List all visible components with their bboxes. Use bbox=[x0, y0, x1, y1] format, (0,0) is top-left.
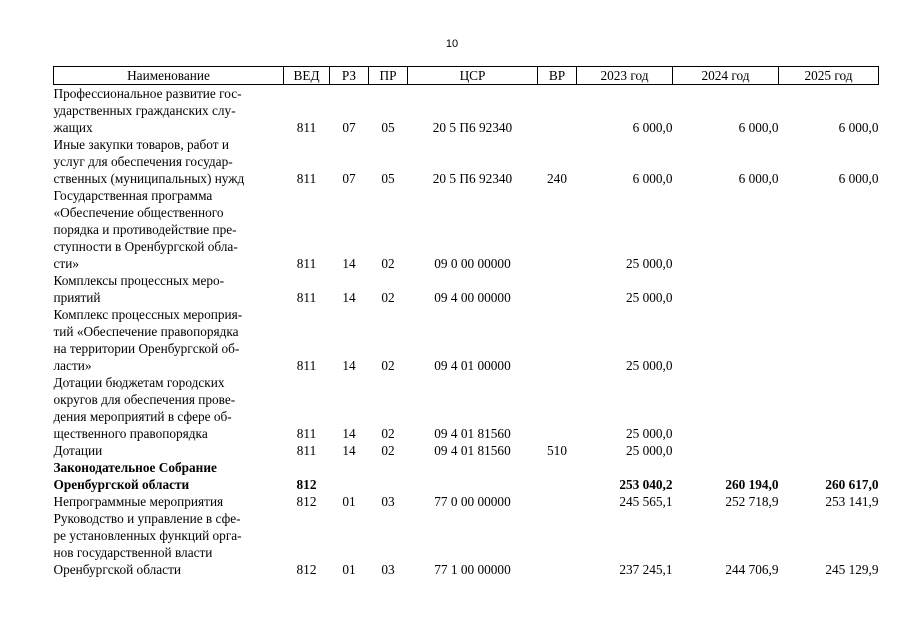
cell-pr: 05 bbox=[381, 171, 395, 186]
row-name-line: нов государственной власти bbox=[53, 545, 213, 560]
cell-csr: 20 5 П6 92340 bbox=[432, 120, 513, 135]
cell-vr bbox=[538, 306, 577, 374]
cell-vr bbox=[538, 493, 577, 510]
cell-ved: 811 bbox=[296, 443, 317, 458]
cell-csr: 77 0 00 00000 bbox=[434, 494, 511, 509]
column-header-2024: 2024 год bbox=[673, 67, 779, 85]
cell-name bbox=[54, 306, 284, 374]
cell-rz: 07 bbox=[342, 120, 356, 135]
column-header-2025: 2025 год bbox=[779, 67, 879, 85]
table-row bbox=[54, 510, 879, 578]
row-name-line: ственных (муниципальных) нужд bbox=[53, 171, 245, 186]
cell-2025 bbox=[779, 187, 879, 272]
cell-vr bbox=[538, 374, 577, 442]
row-name-line: Дотации бюджетам городских bbox=[53, 375, 225, 390]
cell-name bbox=[54, 510, 284, 578]
row-name-line: ре установленных функций орга- bbox=[53, 528, 242, 543]
cell-ved: 811 bbox=[296, 171, 317, 186]
table-row bbox=[54, 306, 879, 374]
cell-2025: 253 141,9 bbox=[825, 494, 879, 509]
cell-rz: 01 bbox=[342, 562, 356, 577]
row-name-line: округов для обеспечения прове- bbox=[53, 392, 236, 407]
cell-rz: 14 bbox=[342, 443, 356, 458]
cell-vr bbox=[538, 272, 577, 306]
page-number: 10 bbox=[445, 38, 459, 50]
cell-rz bbox=[330, 459, 369, 493]
row-name-line: Оренбургской области bbox=[53, 562, 182, 577]
cell-ved: 811 bbox=[296, 256, 317, 271]
cell-pr: 02 bbox=[381, 290, 395, 305]
cell-csr: 09 0 00 00000 bbox=[434, 256, 511, 271]
row-name-line: Комплекс процессных мероприя- bbox=[53, 307, 243, 322]
cell-name bbox=[54, 85, 284, 137]
cell-pr: 02 bbox=[381, 426, 395, 441]
cell-ved: 812 bbox=[296, 477, 317, 492]
cell-2024 bbox=[673, 442, 779, 459]
table-row bbox=[54, 85, 879, 137]
cell-2025: 245 129,9 bbox=[825, 562, 879, 577]
row-name-line: Законодательное Собрание bbox=[53, 460, 217, 475]
table-row bbox=[54, 442, 879, 459]
column-header-ved: ВЕД bbox=[284, 67, 330, 85]
column-header-vr: ВР bbox=[538, 67, 577, 85]
cell-vr: 240 bbox=[547, 171, 567, 186]
cell-csr: 77 1 00 00000 bbox=[434, 562, 511, 577]
cell-rz: 14 bbox=[342, 256, 356, 271]
row-name-line: Государственная программа bbox=[53, 188, 213, 203]
cell-vr: 510 bbox=[547, 443, 567, 458]
cell-2024 bbox=[673, 272, 779, 306]
table-row bbox=[54, 374, 879, 442]
cell-pr: 02 bbox=[381, 358, 395, 373]
row-name-line: Дотации bbox=[53, 443, 103, 458]
column-header-csr: ЦСР bbox=[408, 67, 538, 85]
cell-name bbox=[54, 374, 284, 442]
table-row bbox=[54, 459, 879, 493]
cell-rz: 14 bbox=[342, 290, 356, 305]
cell-csr bbox=[408, 459, 538, 493]
row-name-line: приятий bbox=[53, 290, 101, 305]
cell-csr: 09 4 01 81560 bbox=[434, 426, 511, 441]
cell-2023: 25 000,0 bbox=[625, 290, 673, 305]
cell-name bbox=[54, 187, 284, 272]
cell-2024 bbox=[673, 306, 779, 374]
cell-2023: 237 245,1 bbox=[619, 562, 673, 577]
cell-2024 bbox=[673, 374, 779, 442]
cell-pr: 05 bbox=[381, 120, 395, 135]
cell-pr: 03 bbox=[381, 494, 395, 509]
cell-2024 bbox=[673, 187, 779, 272]
cell-2024: 260 194,0 bbox=[725, 477, 779, 492]
cell-2025 bbox=[779, 306, 879, 374]
cell-2025 bbox=[779, 442, 879, 459]
cell-ved: 811 bbox=[296, 120, 317, 135]
cell-rz: 07 bbox=[342, 171, 356, 186]
row-name-line: Профессиональное развитие гос- bbox=[53, 86, 242, 101]
column-header-pr: ПР bbox=[369, 67, 408, 85]
cell-ved: 811 bbox=[296, 290, 317, 305]
cell-2024: 6 000,0 bbox=[738, 171, 779, 186]
table-row bbox=[54, 136, 879, 187]
cell-csr: 09 4 01 00000 bbox=[434, 358, 511, 373]
row-name-line: Руководство и управление в сфе- bbox=[53, 511, 241, 526]
cell-pr bbox=[369, 459, 408, 493]
cell-2025: 6 000,0 bbox=[838, 171, 879, 186]
cell-name bbox=[54, 136, 284, 187]
cell-2024: 244 706,9 bbox=[725, 562, 779, 577]
cell-2023: 25 000,0 bbox=[625, 443, 673, 458]
row-name-line: Оренбургской области bbox=[53, 477, 190, 492]
row-name-line: ударственных гражданских слу- bbox=[53, 103, 236, 118]
cell-2024: 6 000,0 bbox=[738, 120, 779, 135]
cell-ved: 812 bbox=[296, 562, 317, 577]
cell-pr: 02 bbox=[381, 443, 395, 458]
cell-2023: 25 000,0 bbox=[625, 256, 673, 271]
row-name-line: тий «Обеспечение правопорядка bbox=[53, 324, 239, 339]
table-row bbox=[54, 272, 879, 306]
column-header-2023: 2023 год bbox=[577, 67, 673, 85]
cell-vr bbox=[538, 459, 577, 493]
cell-csr: 09 4 01 81560 bbox=[434, 443, 511, 458]
cell-ved: 811 bbox=[296, 426, 317, 441]
row-name-line: дения мероприятий в сфере об- bbox=[53, 409, 232, 424]
column-header-name: Наименование bbox=[54, 67, 284, 85]
cell-csr: 20 5 П6 92340 bbox=[432, 171, 513, 186]
row-name-line: на территории Оренбургской об- bbox=[53, 341, 240, 356]
cell-vr bbox=[538, 187, 577, 272]
cell-vr bbox=[538, 510, 577, 578]
cell-name bbox=[54, 272, 284, 306]
cell-name bbox=[54, 493, 284, 510]
row-name-line: щественного правопорядка bbox=[53, 426, 208, 441]
cell-ved: 811 bbox=[296, 358, 317, 373]
row-name-line: жащих bbox=[53, 120, 93, 135]
budget-table bbox=[53, 66, 879, 578]
cell-2023: 6 000,0 bbox=[632, 120, 673, 135]
cell-2023: 25 000,0 bbox=[625, 358, 673, 373]
column-header-rz: РЗ bbox=[330, 67, 369, 85]
cell-2023: 245 565,1 bbox=[619, 494, 673, 509]
cell-csr: 09 4 00 00000 bbox=[434, 290, 511, 305]
cell-2024: 252 718,9 bbox=[725, 494, 779, 509]
cell-2023: 6 000,0 bbox=[632, 171, 673, 186]
cell-ved: 812 bbox=[296, 494, 317, 509]
row-name-line: Иные закупки товаров, работ и bbox=[53, 137, 230, 152]
cell-pr: 02 bbox=[381, 256, 395, 271]
row-name-line: ступности в Оренбургской обла- bbox=[53, 239, 238, 254]
cell-pr: 03 bbox=[381, 562, 395, 577]
cell-name bbox=[54, 459, 284, 493]
row-name-line: порядка и противодействие пре- bbox=[53, 222, 237, 237]
row-name-line: «Обеспечение общественного bbox=[53, 205, 224, 220]
cell-vr bbox=[538, 85, 577, 137]
table-row bbox=[54, 493, 879, 510]
row-name-line: Непрограммные мероприятия bbox=[53, 494, 224, 509]
row-name-line: услуг для обеспечения государ- bbox=[53, 154, 233, 169]
cell-rz: 14 bbox=[342, 358, 356, 373]
cell-2025: 6 000,0 bbox=[838, 120, 879, 135]
cell-2025: 260 617,0 bbox=[825, 477, 879, 492]
cell-name bbox=[54, 442, 284, 459]
row-name-line: сти» bbox=[53, 256, 79, 271]
cell-2023: 25 000,0 bbox=[625, 426, 673, 441]
cell-rz: 01 bbox=[342, 494, 356, 509]
cell-2025 bbox=[779, 272, 879, 306]
table-row bbox=[54, 187, 879, 272]
cell-rz: 14 bbox=[342, 426, 356, 441]
row-name-line: ласти» bbox=[53, 358, 92, 373]
table-header-row bbox=[54, 67, 879, 85]
cell-2025 bbox=[779, 374, 879, 442]
row-name-line: Комплексы процессных меро- bbox=[53, 273, 225, 288]
cell-2023: 253 040,2 bbox=[619, 477, 673, 492]
